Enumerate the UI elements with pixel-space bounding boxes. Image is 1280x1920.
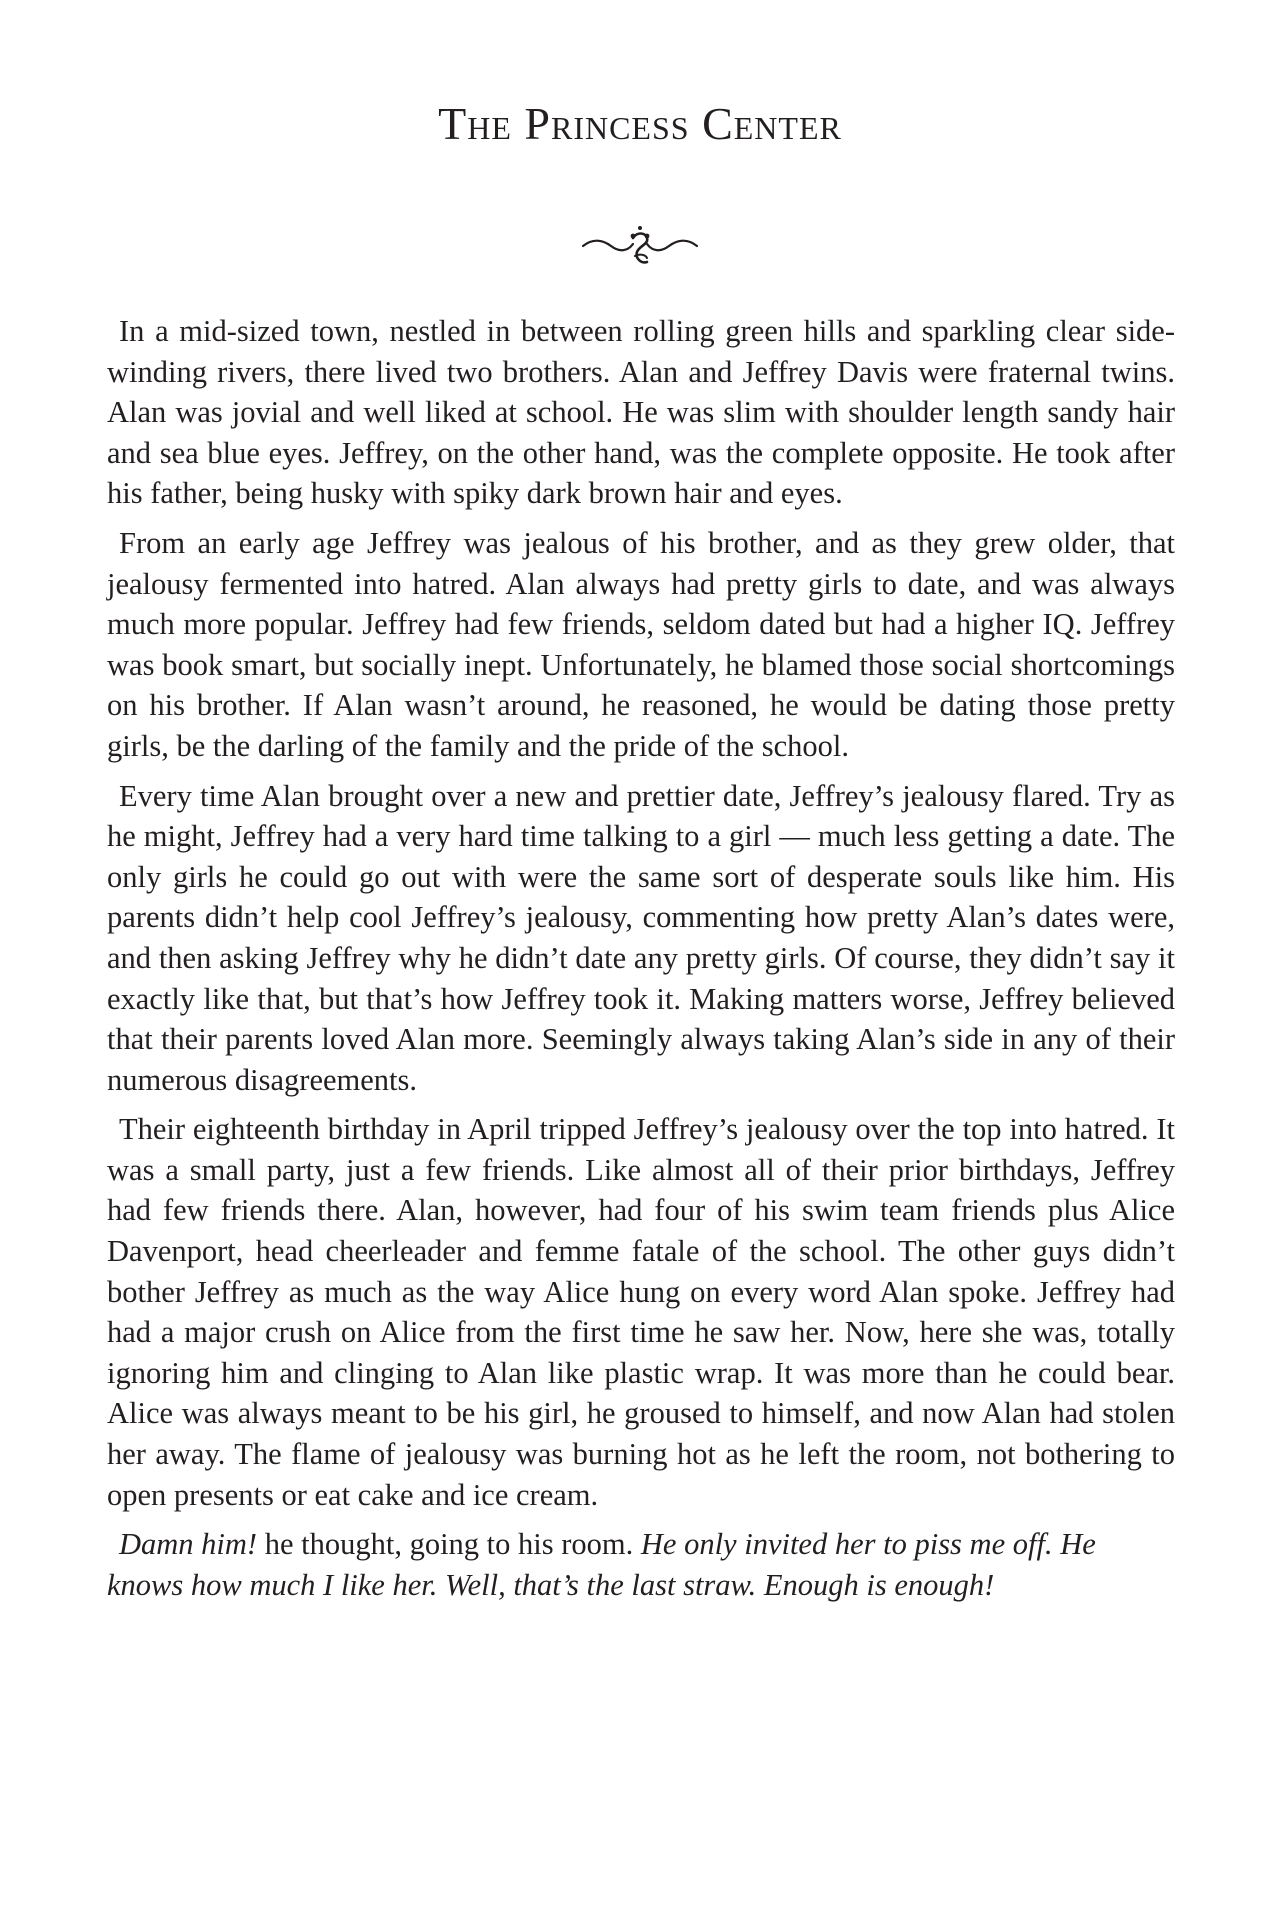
paragraph-1: In a mid-sized town, nestled in between rolling green hills and sparkling clear side-winding rivers, there lived two brothers. Alan and Jeffrey Davis were fraternal twins. Alan was jovial and well liked at school. He was slim with shoulder length sandy hair and sea blue eyes. Jeffrey, on the other hand, was the complete opposite. He took after his father, being husky with spiky dark brown hair and eyes.: [107, 314, 1175, 511]
paragraph-2: From an early age Jeffrey was jealous of his brother, and as they grew older, that jealousy fermented into hatred. Alan always had pretty girls to date, and was always much more popular. Jeffrey had few friends, seldom dated but had a higher IQ. Jeffrey was book smart, but socially inept. Unfortunately, he blamed those social shortcomings on his brother. If Alan wasn’t around, he reasoned, he would be dating those pretty girls, be the darling of the family and the pride of the school.: [107, 525, 1175, 763]
narration-text: he thought, going to his room.: [257, 1527, 641, 1562]
paragraph-5: [107, 1524, 1175, 1605]
paragraph-4: Their eighteenth birthday in April tripped Jeffrey’s jealousy over the top into hatred. It was a small party, just a few friends. Like almost all of their prior birthdays, Jeffrey had few friends there. Alan, however, had four of his swim team friends plus Alice Davenport, head cheerleader and femme fatale of the school. The other guys didn’t bother Jeffrey as much as the way Alice hung on every word Alan spoke. Jeffrey had had a major crush on Alice from the first time he saw her. Now, here she was, totally ignoring him and clinging to Alan like plastic wrap. It was more than he could bear. Alice was always meant to be his girl, he groused to himself, and now Alan had stolen her away. The flame of jealousy was burning hot as he left the room, not bothering to open presents or eat cake and ice cream.: [107, 1112, 1175, 1512]
paragraph-3: Every time Alan brought over a new and prettier date, Jeffrey’s jealousy flared. Try as he might, Jeffrey had a very hard time talking to a girl — much less getting a date. The only girls he could go out with were the same sort of desperate souls like him. His parents didn’t help cool Jeffrey’s jealousy, commenting how pretty Alan’s dates were, and then asking Jeffrey why he didn’t date any pretty girls. Of course, they didn’t say it exactly like that, but that’s how Jeffrey took it. Making matters worse, Jeffrey believed that their parents loved Alan more. Seemingly always taking Alan’s side in any of their numerous disagreements.: [107, 778, 1175, 1097]
flourish-ornament-icon: [575, 216, 705, 272]
chapter-title: The Princess Center: [438, 98, 842, 149]
chapter-body: [107, 311, 1175, 1605]
italic-thought-1: Damn him!: [119, 1527, 258, 1562]
italic-thought-2: He only invited her to piss me off. He knows how much I like her. Well, that’s the last straw. Enough is enough!: [107, 1527, 1096, 1602]
